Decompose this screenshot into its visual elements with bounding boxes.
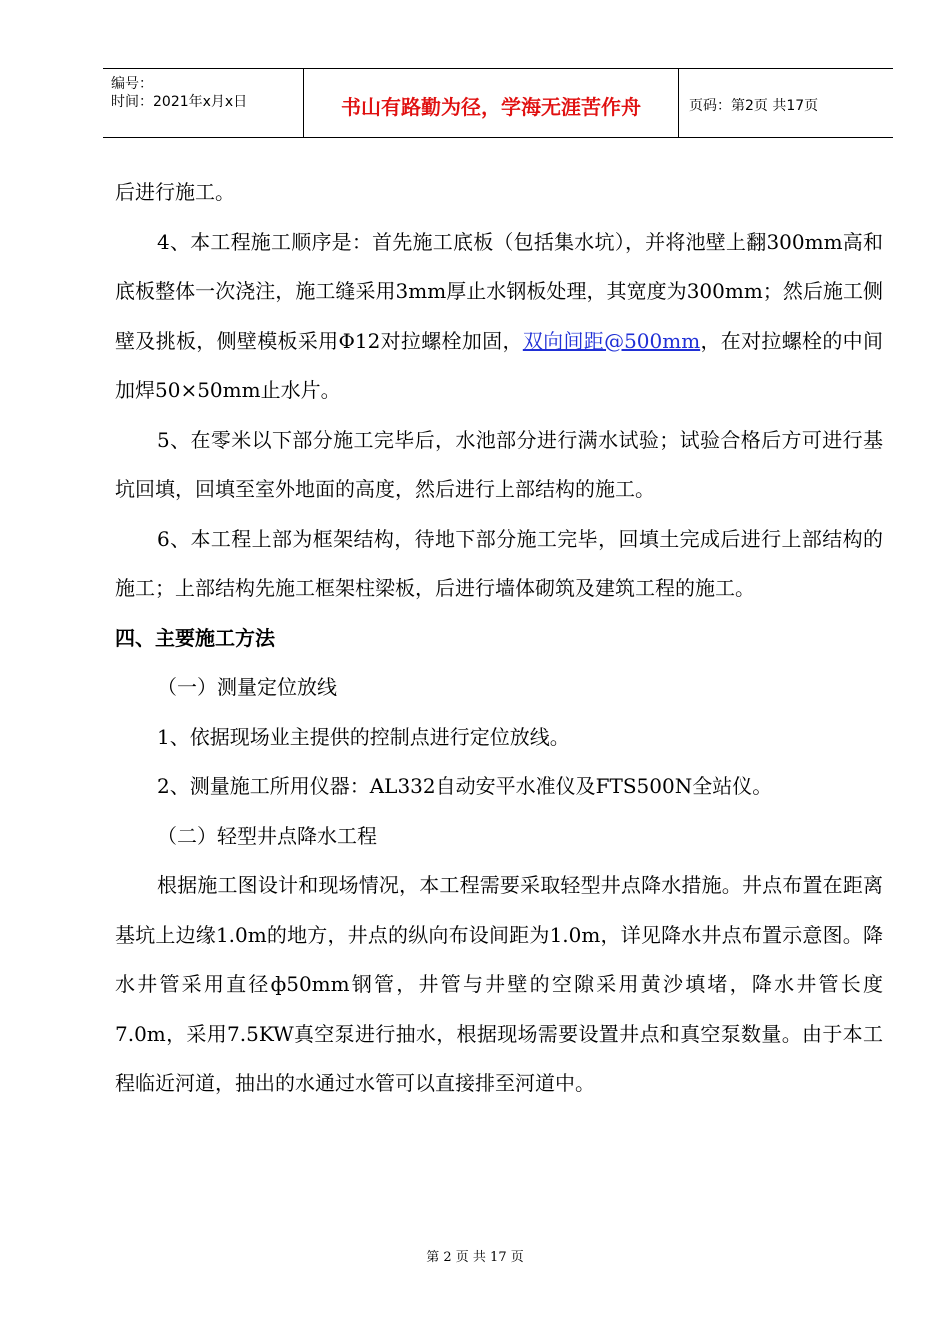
paragraph-construction-sequence — [115, 218, 883, 416]
list-item-survey-2: 2、测量施工所用仪器：AL332自动安平水准仪及FTS500N全站仪。 — [157, 774, 773, 798]
section-heading-methods: 四、主要施工方法 — [115, 625, 275, 650]
paragraph-continuation: 后进行施工。 — [115, 180, 235, 204]
document-date-label: 时间：2021年x月x日 — [111, 94, 248, 110]
header-page-number: 页码：第2页 共17页 — [689, 98, 819, 114]
paragraph-text-tail: ，在对拉螺栓的中间加焊50×50mm止水片。 — [115, 328, 883, 402]
subsection-survey: （一）测量定位放线 — [157, 675, 337, 699]
paragraph-text: 4、本工程施工顺序是：首先施工底板（包括集水坑），并将池壁上翻300mm高和底板整体一次浇注，施工缝采用3mm厚止水钢板处理，其宽度为300mm；然后施工侧壁及挑板，侧壁模板采用Φ12对拉螺栓加固， — [115, 229, 883, 353]
header-motto-cell — [304, 69, 679, 137]
paragraph-water-test: 5、在零米以下部分施工完毕后，水池部分进行满水试验；试验合格后方可进行基坑回填，回填至室外地面的高度，然后进行上部结构的施工。 — [115, 427, 883, 501]
document-body — [115, 168, 883, 1109]
subsection-dewatering: （二）轻型井点降水工程 — [157, 823, 377, 848]
paragraph-superstructure: 6、本工程上部为框架结构，待地下部分施工完毕，回填土完成后进行上部结构的施工；上部结构先施工框架柱梁板，后进行墙体砌筑及建筑工程的施工。 — [115, 526, 883, 600]
header-info-cell — [103, 69, 304, 137]
paragraph-dewatering: 根据施工图设计和现场情况，本工程需要采取轻型井点降水措施。井点布置在距离基坑上边缘1.0m的地方，井点的纵向布设间距为1.0m，详见降水井点布置示意图。降水井管采用直径ф50mm钢管，井管与井壁的空隙采用黄沙填堵，降水井管长度7.0m，采用7.5KW真空泵进行抽水，根据现场需要设置井点和真空泵数量。由于本工程临近河道，抽出的水通过水管可以直接排至河道中。 — [115, 873, 883, 1095]
page-footer: 第 2 页 共 17 页 — [426, 1250, 524, 1265]
list-item-survey-1: 1、依据现场业主提供的控制点进行定位放线。 — [157, 724, 570, 749]
header-motto: 书山有路勤为径，学海无涯苦作舟 — [341, 95, 641, 119]
spacing-link[interactable]: 双向间距@500mm — [522, 328, 701, 353]
page-header — [103, 68, 893, 138]
document-number-label: 编号： — [111, 76, 153, 92]
header-page-cell — [679, 69, 893, 137]
